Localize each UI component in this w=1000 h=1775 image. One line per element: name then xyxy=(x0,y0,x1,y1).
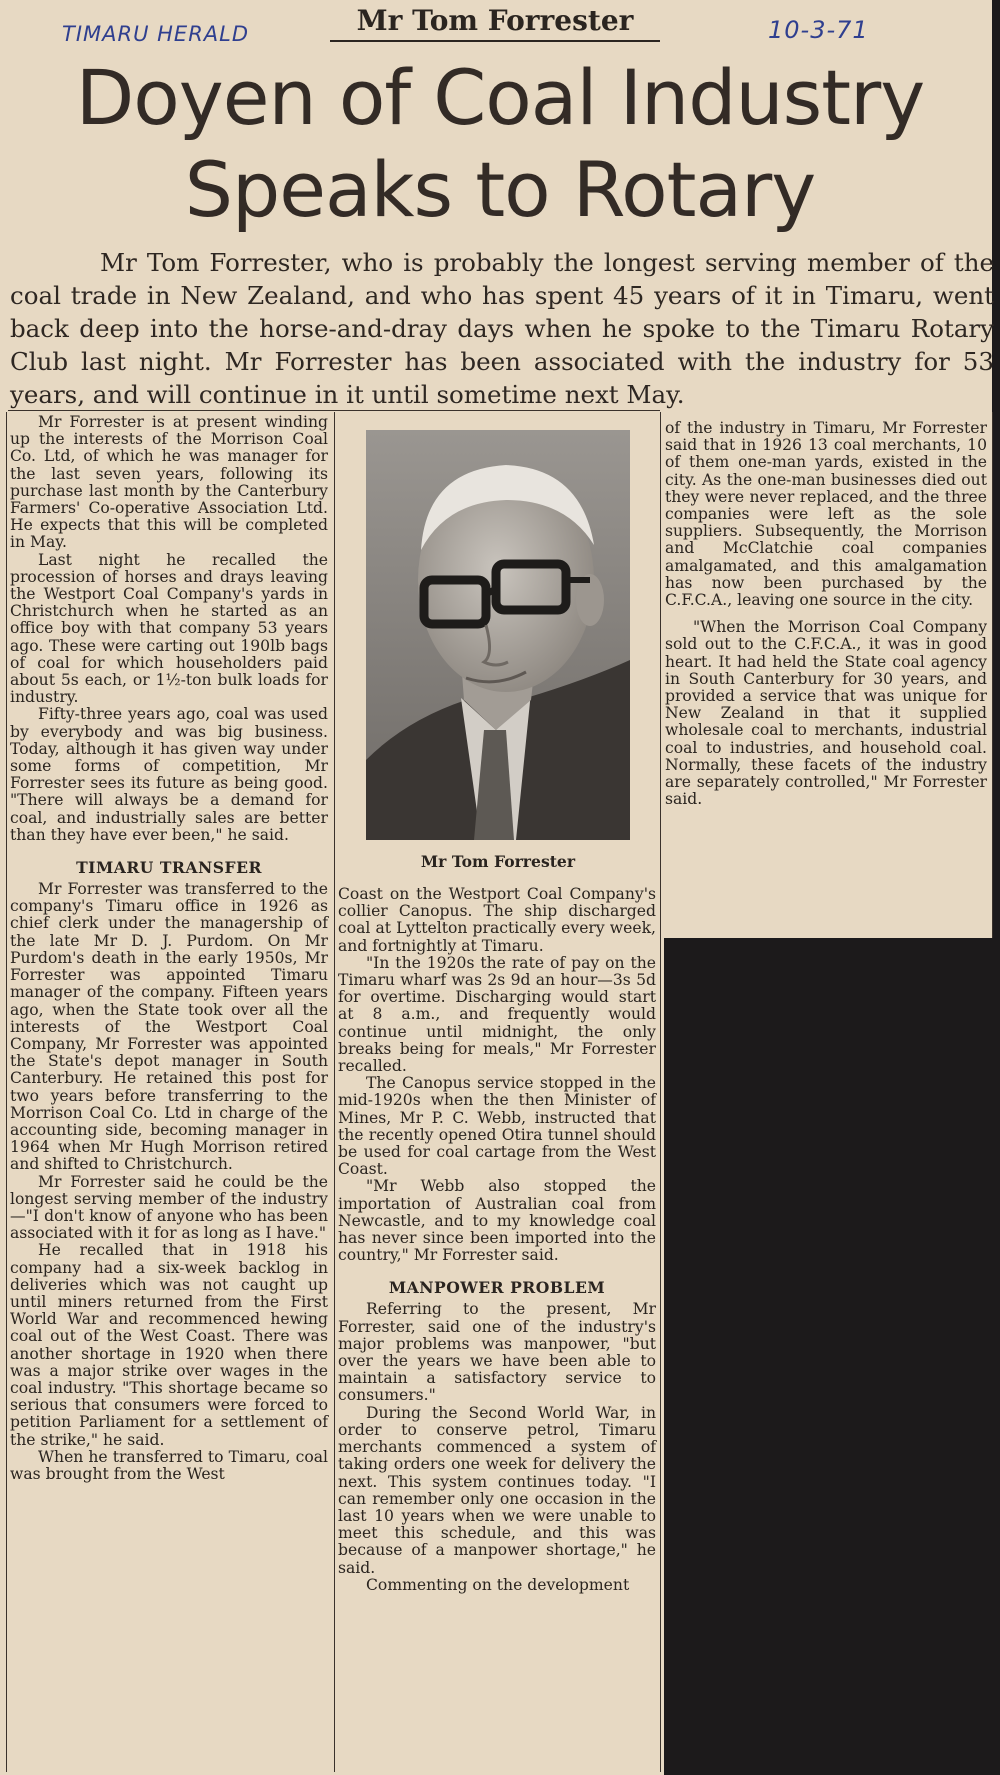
col1-paragraph: Mr Forrester is at present winding up the interests of the Morrison Coal Co. Ltd, of which he was manager for the last seven years, following its purchase last month by the Canterbury Farmers' Co-operative Association Ltd. He expects that this will be completed in May. xyxy=(10,413,328,552)
col2-paragraph: Referring to the present, Mr Forrester, said one of the industry's major problems was manpower, "but over the years we have been able to maintain a satisfactory service to consumers." xyxy=(338,1300,656,1405)
col1-paragraph: Fifty-three years ago, coal was used by everybody and was big business. Today, although it has given way under some forms of competition, Mr Forrester sees its future as being good. "There will always be a demand for coal, and industrially sales are better than they have ever been," he said. xyxy=(10,705,328,844)
photo-caption: Mr Tom Forrester xyxy=(420,852,576,871)
col1-paragraph: Last night he recalled the procession of horses and drays leaving the Westport Coal Company's yards in Christchurch when he started as an office boy with that company 53 years ago. These were carting out 190lb bags of coal for which householders paid about 5s each, or 1½-ton bulk loads for industry. xyxy=(10,550,328,707)
column-rule-2 xyxy=(660,412,661,1772)
col1-paragraph: He recalled that in 1918 his company had a six-week backlog in deliveries which was not caught up until miners returned from the First World War and recommenced hewing coal out of the West Coast. There was another shortage in 1920 when there was a major strike over wages in the coal industry. "This shortage became so serious that consumers were forced to petition Parliament for a settlement of the strike," he said. xyxy=(10,1241,328,1449)
column-rule-left xyxy=(6,412,7,1772)
headline xyxy=(0,52,1000,236)
kicker-title: Mr Tom Forrester xyxy=(330,4,660,42)
column-2 xyxy=(338,886,656,1594)
lead-paragraph xyxy=(10,246,994,411)
col3-paragraph: of the industry in Timaru, Mr Forrester said that in 1926 13 coal merchants, 10 of them one-man yards, existed in the city. As the one-man businesses died out they were never replaced, and the three companies were left as the sole suppliers. Subsequently, the Morrison and McClatchie coal companies amalgamated, and this amalgamation has now been purchased by the C.F.C.A., leaving one source in the city. xyxy=(665,419,987,610)
col1-paragraph: Mr Forrester was transferred to the company's Timaru office in 1926 as chief clerk under the managership of the late Mr D. J. Purdom. On Mr Purdom's death in the early 1950s, Mr Forrester was appointed Timaru manager of the company. Fifteen years ago, when the State took over all the interests of the Westport Coal Company, Mr Forrester was appointed the State's depot manager in South Canterbury. He retained this post for two years before transferring to the Morrison Coal Co. Ltd in charge of the accounting side, becoming manager in 1964 when Mr Hugh Morrison retired and shifted to Christchurch. xyxy=(10,880,328,1174)
col2-paragraph: "In the 1920s the rate of pay on the Timaru wharf was 2s 9d an hour—3s 5d for overtime. Discharging would start at 8 a.m., and frequently would continue until midnight, the only breaks being for meals," Mr Forrester recalled. xyxy=(338,953,656,1076)
col3-paragraph: "When the Morrison Coal Company sold out to the C.F.C.A., it was in good heart. It had held the State coal agency in South Canterbury for 30 years, and provided a service that was unique for New Zealand in that it supplied wholesale coal to merchants, industrial coal to industries, and household coal. Normally, these facets of the industry are separately controlled," Mr Forrester said. xyxy=(665,618,987,809)
handwritten-source: TIMARU HERALD xyxy=(62,22,250,46)
col1-paragraph: Mr Forrester said he could be the longest serving member of the industry—"I don't know of anyone who has been associated with it for as long as I have." xyxy=(10,1172,328,1243)
portrait-photo xyxy=(366,430,630,840)
subheading-timaru-transfer: TIMARU TRANSFER xyxy=(76,858,262,878)
column-rule-right xyxy=(992,412,993,938)
headline-line-2: Speaks to Rotary xyxy=(184,145,816,234)
lead-text: Mr Tom Forrester, who is probably the longest serving member of the coal trade in New Zealand, and who has spent 45 years of it in Timaru, went back deep into the horse-and-dray days when he spoke to the Timaru Rotary Club last night. Mr Forrester has been associated with the industry for 53 years, and will continue in it until sometime next May. xyxy=(10,248,994,409)
column-rule-1 xyxy=(334,412,335,1772)
portrait-illustration xyxy=(366,430,630,840)
rule-top-left xyxy=(8,410,660,411)
col2-paragraph: "Mr Webb also stopped the importation of Australian coal from Newcastle, and to my knowledge coal has never since been imported into the country," Mr Forrester said. xyxy=(338,1177,656,1265)
col2-paragraph: During the Second World War, in order to conserve petrol, Timaru merchants commenced a system of taking orders one week for delivery the next. This system continues today. "I can remember only one occasion in the last 10 years when we were unable to meet this schedule, and this was because of a manpower shortage," he said. xyxy=(338,1403,656,1577)
col2-paragraph: The Canopus service stopped in the mid-1920s when the then Minister of Mines, Mr P. C. Webb, instructed that the recently opened Otira tunnel should be used for coal cartage from the West Coast. xyxy=(338,1074,656,1179)
background-area xyxy=(664,938,1000,1775)
column-3 xyxy=(665,420,987,808)
subheading-manpower-problem: MANPOWER PROBLEM xyxy=(388,1278,606,1298)
handwritten-date: 10-3-71 xyxy=(768,16,869,44)
headline-line-1: Doyen of Coal Industry xyxy=(75,53,925,142)
col2-paragraph: Commenting on the development xyxy=(366,1575,630,1594)
column-1 xyxy=(10,414,328,1483)
col1-paragraph: When he transferred to Timaru, coal was brought from the West xyxy=(10,1447,328,1483)
col2-paragraph: Coast on the Westport Coal Company's collier Canopus. The ship discharged coal at Lyttelton practically every week, and fortnightly at Timaru. xyxy=(338,885,656,955)
